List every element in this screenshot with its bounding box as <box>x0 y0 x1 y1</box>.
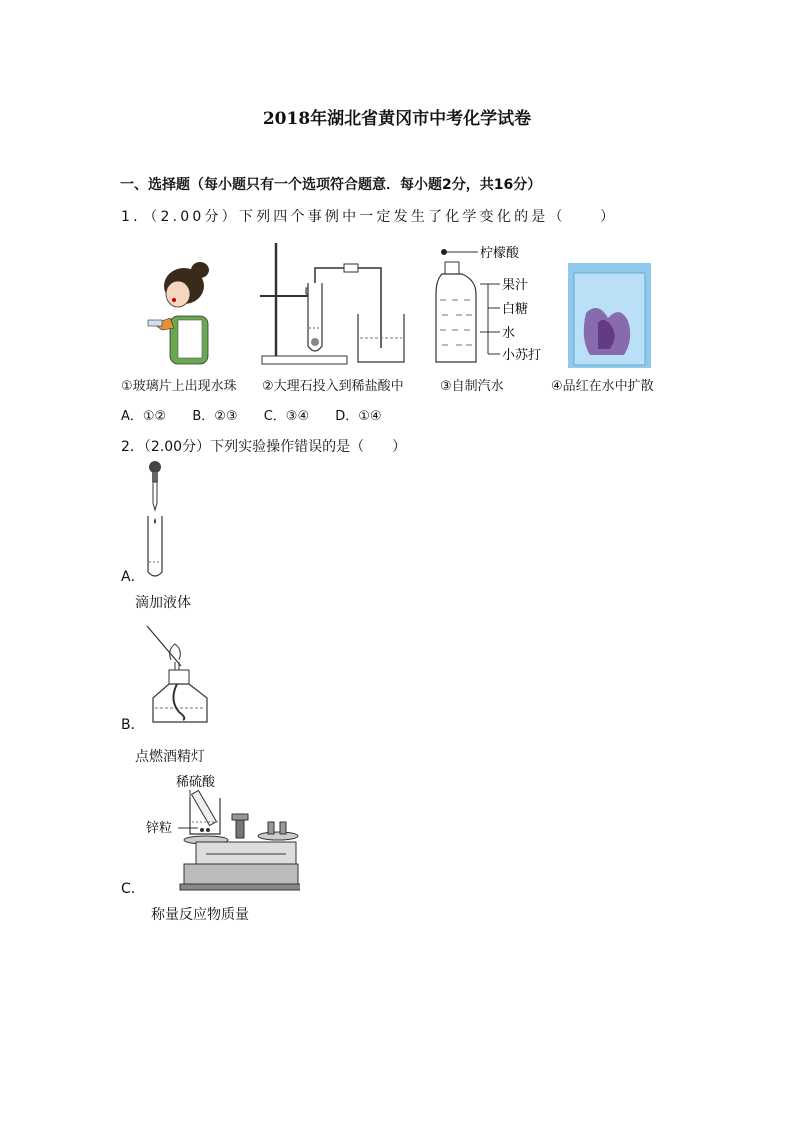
q1-option-d[interactable]: D．①④ <box>335 409 382 424</box>
q1-option-a[interactable]: A．①② <box>121 409 167 424</box>
bottle-label-juice: 果汁 <box>502 278 529 293</box>
q2-option-a-caption: 滴加液体 <box>135 595 191 611</box>
homemade-soda-bottle <box>430 240 560 368</box>
q2-option-c-letter[interactable]: C． <box>121 881 145 897</box>
q1-option-b[interactable]: B．②③ <box>192 409 238 424</box>
question-1-stem: 1．（2.00分）下列四个事例中一定发生了化学变化的是（ ） <box>121 209 618 225</box>
bottle-label-sugar: 白糖 <box>502 302 529 317</box>
q2-option-c-caption: 称量反应物质量 <box>151 907 249 923</box>
q2-option-a-letter[interactable]: A． <box>121 569 145 585</box>
q2-option-b-letter[interactable]: B． <box>121 717 145 733</box>
zinc-granule-label: 锌粒 <box>146 821 173 836</box>
q1-option-c[interactable]: C．③④ <box>263 409 310 424</box>
dropper-test-tube-illustration <box>140 458 170 582</box>
q1-caption-4: ④品红在水中扩散 <box>551 379 654 394</box>
marble-acid-apparatus <box>256 238 406 368</box>
q1-caption-3: ③自制汽水 <box>440 379 504 394</box>
bottle-label-water: 水 <box>502 326 516 341</box>
q1-caption-2: ②大理石投入到稀盐酸中 <box>262 379 404 394</box>
q1-caption-1: ①玻璃片上出现水珠 <box>121 379 237 394</box>
bottle-label-soda: 小苏打 <box>502 348 542 363</box>
page-title: 2018年湖北省黄冈市中考化学试卷 <box>262 109 532 129</box>
bottle-label-citric: 柠檬酸 <box>480 246 520 261</box>
dye-diffusion-photo <box>568 263 651 368</box>
section-heading: 一、选择题（每小题只有一个选项符合题意．每小题2分，共16分） <box>120 177 542 193</box>
question-2-stem: 2．（2.00分）下列实验操作错误的是（ ） <box>121 439 407 455</box>
balance-weighing-illustration <box>140 770 300 892</box>
q2-option-b-caption: 点燃酒精灯 <box>135 749 205 765</box>
alcohol-lamp-illustration <box>145 622 215 728</box>
girl-breathing-illustration <box>140 258 216 368</box>
q1-options <box>121 405 404 424</box>
dilute-sulfuric-acid-label: 稀硫酸 <box>176 775 216 790</box>
